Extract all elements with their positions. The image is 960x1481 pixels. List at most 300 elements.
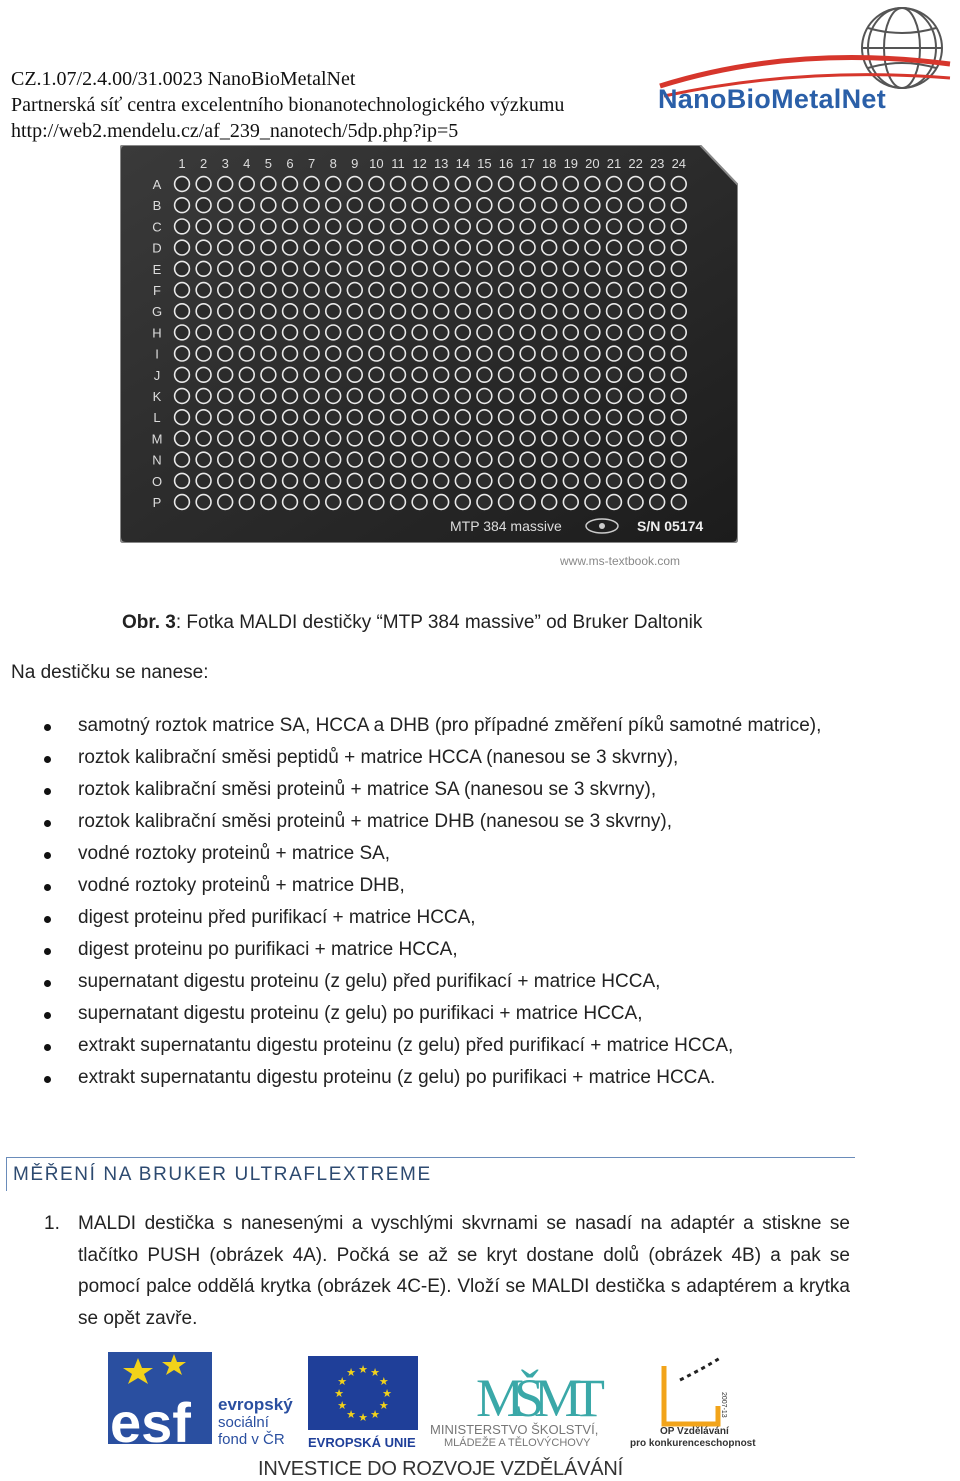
plate-well xyxy=(650,495,665,510)
plate-well xyxy=(175,473,190,488)
plate-well xyxy=(628,452,643,467)
list-item: samotný roztok matrice SA, HCCA a DHB (pro případné změření píků samotné matrice), xyxy=(48,710,850,742)
plate-well xyxy=(607,219,622,234)
plate-well xyxy=(218,346,233,361)
plate-well xyxy=(520,177,535,192)
plate-well xyxy=(239,219,254,234)
plate-well xyxy=(347,367,362,382)
plate-well xyxy=(412,325,427,340)
plate-well xyxy=(347,283,362,298)
plate-well xyxy=(239,283,254,298)
plate-well xyxy=(304,304,319,319)
plate-well xyxy=(304,283,319,298)
plate-well xyxy=(434,473,449,488)
plate-well xyxy=(239,452,254,467)
plate-well xyxy=(347,325,362,340)
plate-row-label: H xyxy=(152,325,162,341)
star-icon: ★ xyxy=(370,1366,380,1380)
plate-well xyxy=(391,452,406,467)
figure-caption xyxy=(122,612,702,634)
project-url: http://web2.mendelu.cz/af_239_nanotech/5dp.php?ip=5 xyxy=(11,120,459,142)
plate-well xyxy=(369,177,384,192)
plate-row-label: G xyxy=(151,304,163,320)
plate-well xyxy=(563,261,578,276)
op-line1: OP Vzdělávání xyxy=(660,1426,729,1437)
plate-well xyxy=(455,198,470,213)
plate-well xyxy=(542,431,557,446)
plate-well xyxy=(326,261,341,276)
plate-well xyxy=(283,219,298,234)
plate-well xyxy=(347,389,362,404)
plate-well xyxy=(283,240,298,255)
plate-well xyxy=(671,495,686,510)
plate-well xyxy=(499,389,514,404)
plate-well xyxy=(477,473,492,488)
plate-well xyxy=(369,410,384,425)
plate-well xyxy=(671,452,686,467)
plate-well xyxy=(650,240,665,255)
plate-well xyxy=(628,346,643,361)
plate-well xyxy=(369,325,384,340)
plate-well xyxy=(628,495,643,510)
star-icon: ★ xyxy=(346,1407,356,1421)
plate-well xyxy=(261,389,276,404)
plate-well xyxy=(542,473,557,488)
plate-well xyxy=(499,431,514,446)
plate-well xyxy=(563,325,578,340)
plate-well xyxy=(607,473,622,488)
plate-well xyxy=(520,452,535,467)
plate-well xyxy=(499,410,514,425)
plate-well xyxy=(671,177,686,192)
plate-well xyxy=(563,495,578,510)
plate-well xyxy=(650,346,665,361)
plate-well xyxy=(283,473,298,488)
plate-well xyxy=(434,283,449,298)
plate-well xyxy=(628,367,643,382)
plate-model-label: MTP 384 massive xyxy=(450,518,562,534)
plate-well xyxy=(628,261,643,276)
plate-column-label: 22 xyxy=(628,156,643,171)
plate-well xyxy=(304,261,319,276)
plate-well xyxy=(563,240,578,255)
plate-well xyxy=(391,304,406,319)
plate-well xyxy=(239,473,254,488)
plate-well xyxy=(563,431,578,446)
plate-well xyxy=(671,304,686,319)
plate-well xyxy=(261,240,276,255)
plate-well xyxy=(218,473,233,488)
plate-well xyxy=(650,473,665,488)
plate-well xyxy=(542,495,557,510)
plate-well xyxy=(304,219,319,234)
plate-well xyxy=(369,198,384,213)
step-number: 1. xyxy=(44,1213,60,1234)
plate-column-label: 8 xyxy=(329,156,337,171)
plate-well xyxy=(499,177,514,192)
plate-well xyxy=(304,495,319,510)
plate-well xyxy=(261,473,276,488)
plate-well xyxy=(628,177,643,192)
plate-well xyxy=(261,198,276,213)
star-icon: ★ xyxy=(337,1399,348,1412)
plate-well xyxy=(304,198,319,213)
plate-well xyxy=(196,177,211,192)
star-icon: ★ xyxy=(370,1407,380,1421)
plate-well xyxy=(455,410,470,425)
plate-well xyxy=(477,325,492,340)
plate-well xyxy=(455,452,470,467)
plate-well xyxy=(218,219,233,234)
eu-label: EVROPSKÁ UNIE xyxy=(308,1435,416,1450)
plate-well xyxy=(391,240,406,255)
plate-well xyxy=(369,261,384,276)
plate-well xyxy=(434,495,449,510)
plate-well xyxy=(520,389,535,404)
plate-well xyxy=(326,431,341,446)
figure-number: Obr. 3 xyxy=(122,612,176,633)
plate-well xyxy=(412,431,427,446)
plate-well xyxy=(196,410,211,425)
footer-slogan: INVESTICE DO ROZVOJE VZDĚLÁVÁNÍ xyxy=(258,1458,623,1480)
project-name: Partnerská síť centra excelentního bionanotechnologického výzkumu xyxy=(11,94,565,116)
plate-well xyxy=(499,261,514,276)
plate-well xyxy=(391,389,406,404)
esf-line1: evropský xyxy=(218,1395,293,1414)
plate-well xyxy=(391,431,406,446)
plate-well xyxy=(326,325,341,340)
star-icon: ★ xyxy=(382,1387,392,1400)
plate-well xyxy=(175,452,190,467)
plate-well xyxy=(585,240,600,255)
plate-well xyxy=(585,473,600,488)
plate-well xyxy=(369,452,384,467)
plate-well xyxy=(542,304,557,319)
plate-row-label: B xyxy=(152,198,162,214)
list-item: roztok kalibrační směsi peptidů + matrice HCCA (nanesou se 3 skvrny), xyxy=(48,742,850,774)
plate-well xyxy=(542,177,557,192)
plate-well xyxy=(391,283,406,298)
plate-well xyxy=(585,431,600,446)
plate-well xyxy=(585,346,600,361)
plate-row-label: F xyxy=(153,283,161,298)
plate-well xyxy=(628,325,643,340)
plate-row-label: P xyxy=(152,495,162,510)
plate-well xyxy=(261,304,276,319)
plate-well xyxy=(542,198,557,213)
plate-well xyxy=(585,304,600,319)
plate-column-label: 14 xyxy=(455,156,471,171)
plate-well xyxy=(477,283,492,298)
plate-well xyxy=(499,346,514,361)
plate-well xyxy=(585,283,600,298)
plate-well xyxy=(499,240,514,255)
plate-well xyxy=(671,283,686,298)
plate-well xyxy=(218,177,233,192)
plate-well xyxy=(239,389,254,404)
plate-well xyxy=(239,495,254,510)
list-item: roztok kalibrační směsi proteinů + matrice DHB (nanesou se 3 skvrny), xyxy=(48,806,850,838)
plate-well xyxy=(261,325,276,340)
figure-caption-text: : Fotka MALDI destičky “MTP 384 massive” od Bruker Daltonik xyxy=(175,612,703,633)
plate-well xyxy=(434,452,449,467)
plate-well xyxy=(283,283,298,298)
plate-well xyxy=(218,261,233,276)
plate-well xyxy=(607,283,622,298)
plate-column-label: 21 xyxy=(606,156,622,171)
plate-well xyxy=(196,452,211,467)
plate-column-label: 3 xyxy=(221,156,229,171)
plate-well xyxy=(434,389,449,404)
plate-well xyxy=(628,198,643,213)
plate-well xyxy=(304,240,319,255)
plate-well xyxy=(542,261,557,276)
plate-well xyxy=(218,240,233,255)
plate-well xyxy=(434,431,449,446)
plate-well xyxy=(261,283,276,298)
plate-well xyxy=(347,261,362,276)
plate-well xyxy=(477,431,492,446)
plate-well xyxy=(412,198,427,213)
plate-column-label: 24 xyxy=(671,156,687,171)
plate-well xyxy=(563,283,578,298)
plate-well xyxy=(650,283,665,298)
plate-well xyxy=(477,219,492,234)
plate-well xyxy=(239,240,254,255)
plate-well xyxy=(347,198,362,213)
plate-well xyxy=(304,177,319,192)
op-logo xyxy=(630,1358,756,1449)
plate-well xyxy=(671,410,686,425)
plate-well xyxy=(196,283,211,298)
plate-well xyxy=(650,177,665,192)
plate-well xyxy=(477,346,492,361)
plate-well xyxy=(369,495,384,510)
star-icon: ★ xyxy=(334,1387,344,1400)
plate-well xyxy=(347,177,362,192)
msmt-logo xyxy=(430,1368,605,1449)
esf-logo xyxy=(108,1352,293,1452)
plate-column-label: 11 xyxy=(391,156,405,171)
plate-well xyxy=(455,219,470,234)
plate-well xyxy=(585,198,600,213)
plate-well xyxy=(218,431,233,446)
plate-column-label: 10 xyxy=(369,156,384,171)
plate-well xyxy=(563,304,578,319)
plate-well xyxy=(239,198,254,213)
step-text: MALDI destička s nanesenými a vyschlými skvrnami se nasadí na adaptér a stiskne se tlačítko PUSH (obrázek 4A). Počká se až se kryt dostane dolů (obrázek 4B) a pak se pomocí palce oddělá krytka (obrázek 4C-E). Vloží se MALDI destička s adaptérem a krytka se opět zavře. xyxy=(78,1213,850,1329)
plate-well xyxy=(455,389,470,404)
plate-well xyxy=(477,495,492,510)
plate-well xyxy=(196,431,211,446)
plate-well xyxy=(326,473,341,488)
plate-column-label: 7 xyxy=(307,156,316,171)
plate-well xyxy=(434,410,449,425)
plate-well xyxy=(650,325,665,340)
plate-well xyxy=(326,240,341,255)
plate-well xyxy=(412,177,427,192)
plate-column-label: 4 xyxy=(243,156,251,171)
plate-well xyxy=(607,198,622,213)
plate-well xyxy=(628,473,643,488)
plate-well xyxy=(563,367,578,382)
plate-well xyxy=(261,367,276,382)
plate-well xyxy=(175,240,190,255)
plate-well xyxy=(369,389,384,404)
plate-row-label: A xyxy=(152,177,162,192)
plate-well xyxy=(477,410,492,425)
star-icon: ★ xyxy=(358,1411,368,1424)
plate-well xyxy=(671,219,686,234)
plate-well xyxy=(455,177,470,192)
plate-well xyxy=(607,367,622,382)
plate-well xyxy=(650,410,665,425)
plate-well xyxy=(347,410,362,425)
plate-well xyxy=(628,410,643,425)
plate-well xyxy=(218,198,233,213)
plate-well xyxy=(175,261,190,276)
plate-row-label: O xyxy=(151,473,163,489)
footer-logos xyxy=(108,1352,768,1452)
plate-well xyxy=(175,431,190,446)
image-source-watermark: www.ms-textbook.com xyxy=(560,554,681,568)
plate-well xyxy=(261,261,276,276)
plate-well xyxy=(261,431,276,446)
plate-well xyxy=(391,473,406,488)
plate-well xyxy=(369,367,384,382)
plate-well xyxy=(175,304,190,319)
plate-well xyxy=(477,452,492,467)
plate-well xyxy=(542,410,557,425)
plate-well xyxy=(304,367,319,382)
plate-well xyxy=(628,431,643,446)
plate-well xyxy=(607,410,622,425)
list-item: supernatant digestu proteinu (z gelu) před purifikací + matrice HCCA, xyxy=(48,966,850,998)
plate-well xyxy=(261,346,276,361)
plate-well xyxy=(304,325,319,340)
plate-well xyxy=(347,473,362,488)
plate-well xyxy=(261,410,276,425)
plate-well xyxy=(563,219,578,234)
plate-well xyxy=(520,240,535,255)
plate-well xyxy=(412,261,427,276)
plate-well xyxy=(671,473,686,488)
plate-well xyxy=(499,495,514,510)
plate-well xyxy=(499,198,514,213)
plate-well xyxy=(520,261,535,276)
plate-well xyxy=(477,177,492,192)
plate-well xyxy=(196,261,211,276)
plate-well xyxy=(175,495,190,510)
plate-well xyxy=(218,495,233,510)
plate-well xyxy=(563,177,578,192)
plate-well xyxy=(304,473,319,488)
plate-well xyxy=(369,304,384,319)
plate-well xyxy=(455,304,470,319)
list-item: roztok kalibrační směsi proteinů + matrice SA (nanesou se 3 skvrny), xyxy=(48,774,850,806)
op-years: 2007-13 xyxy=(720,1392,727,1418)
plate-well xyxy=(175,346,190,361)
plate-well xyxy=(477,198,492,213)
list-intro: Na destičku se nanese: xyxy=(11,662,209,683)
plate-well xyxy=(326,389,341,404)
plate-well xyxy=(239,261,254,276)
plate-well xyxy=(391,177,406,192)
plate-row-label: N xyxy=(152,452,162,468)
plate-column-label: 23 xyxy=(649,156,665,171)
plate-well xyxy=(671,389,686,404)
plate-well xyxy=(283,410,298,425)
plate-well xyxy=(434,346,449,361)
plate-well xyxy=(175,325,190,340)
plate-well xyxy=(412,410,427,425)
plate-well xyxy=(239,177,254,192)
plate-well xyxy=(455,261,470,276)
plate-well xyxy=(607,240,622,255)
bullet-list xyxy=(48,710,850,1094)
maldi-plate-image xyxy=(120,145,738,543)
plate-well xyxy=(607,346,622,361)
plate-well xyxy=(520,346,535,361)
plate-well xyxy=(347,219,362,234)
plate-well xyxy=(304,389,319,404)
plate-well xyxy=(455,283,470,298)
plate-column-label: 1 xyxy=(178,156,186,171)
plate-well xyxy=(671,431,686,446)
plate-well xyxy=(455,473,470,488)
plate-well xyxy=(218,304,233,319)
plate-well xyxy=(412,389,427,404)
plate-well xyxy=(499,325,514,340)
plate-well xyxy=(196,219,211,234)
plate-well xyxy=(650,304,665,319)
plate-well xyxy=(196,389,211,404)
plate-well xyxy=(607,495,622,510)
plate-well xyxy=(542,389,557,404)
plate-well xyxy=(196,495,211,510)
plate-well xyxy=(585,261,600,276)
plate-well xyxy=(218,325,233,340)
plate-well xyxy=(455,325,470,340)
plate-well xyxy=(218,389,233,404)
plate-well xyxy=(196,346,211,361)
plate-column-label: 12 xyxy=(412,156,427,171)
op-line2: pro konkurenceschopnost xyxy=(630,1438,756,1449)
plate-well xyxy=(520,198,535,213)
plate-well xyxy=(196,473,211,488)
plate-well xyxy=(412,367,427,382)
plate-well xyxy=(499,452,514,467)
plate-row-label: C xyxy=(152,219,162,235)
plate-well xyxy=(434,177,449,192)
plate-well xyxy=(607,431,622,446)
list-item: digest proteinu po purifikaci + matrice HCCA, xyxy=(48,934,850,966)
esf-line2: sociální xyxy=(218,1414,269,1431)
plate-well xyxy=(607,325,622,340)
plate-well xyxy=(369,240,384,255)
plate-column-label: 5 xyxy=(264,156,273,171)
plate-well xyxy=(628,219,643,234)
plate-well xyxy=(628,389,643,404)
star-icon: ★ xyxy=(378,1399,389,1412)
eu-flag-logo xyxy=(308,1356,418,1450)
plate-well xyxy=(607,177,622,192)
plate-well xyxy=(304,431,319,446)
plate-well xyxy=(650,431,665,446)
plate-well xyxy=(455,367,470,382)
plate-well xyxy=(412,283,427,298)
plate-well xyxy=(585,325,600,340)
